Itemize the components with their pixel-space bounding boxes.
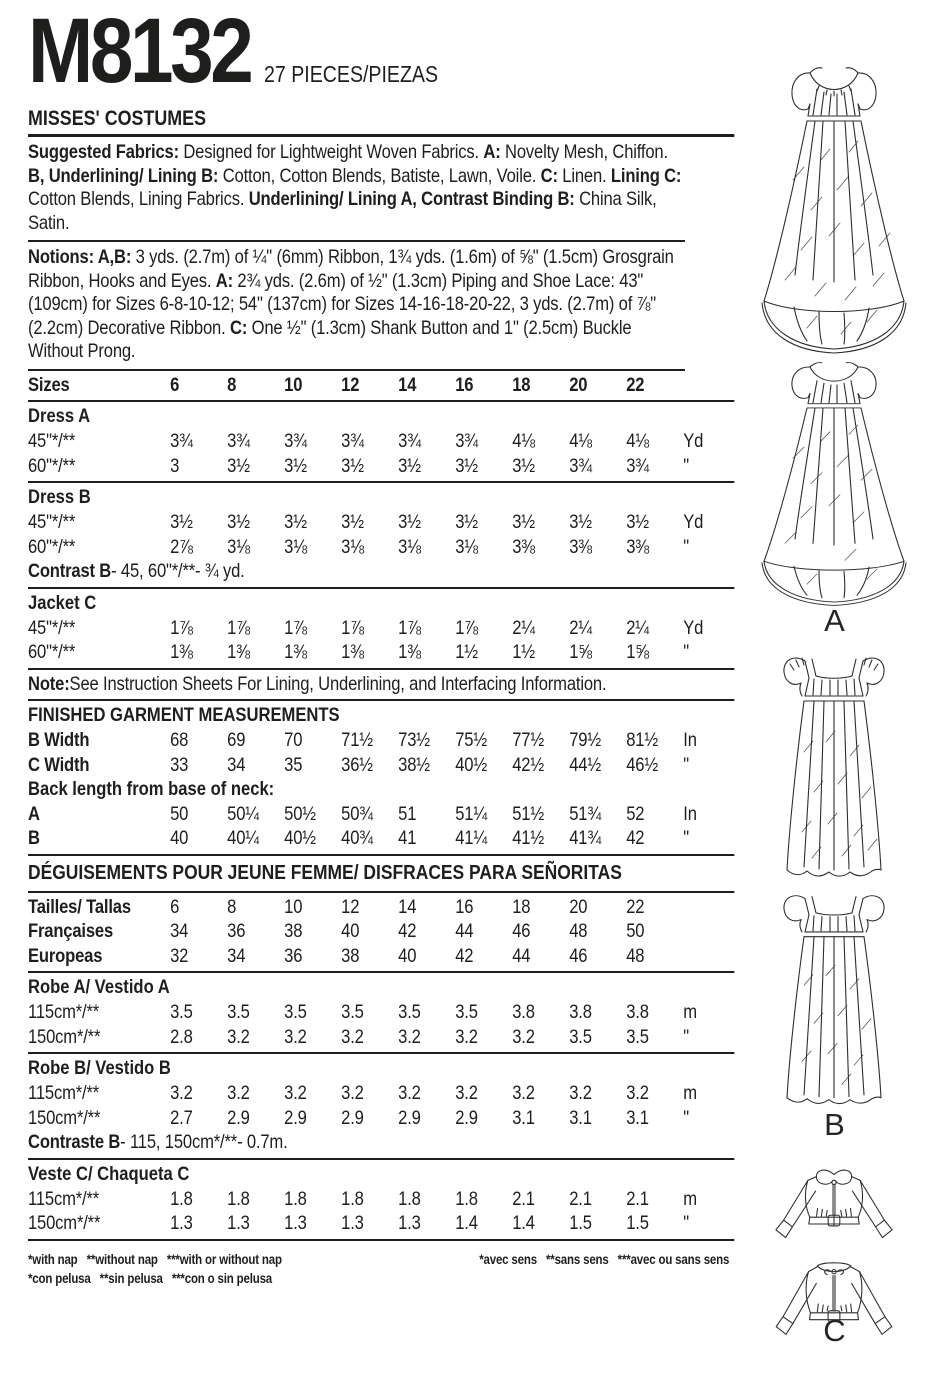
robe-a-section <box>28 973 734 1054</box>
pieces-count: 27 PIECES/PIEZAS <box>263 61 439 87</box>
row-label: 150cm*/** <box>28 1106 101 1129</box>
row-label: 45"*/** <box>28 430 76 452</box>
table-row <box>28 1106 734 1131</box>
table-row <box>28 802 734 827</box>
table-row <box>28 728 734 753</box>
row-values: 40 40¼ 40½ 40¾ 41 41¼ 41½ 41¾ 42 <box>170 827 645 849</box>
back-length-subhead: Back length from base of neck: <box>28 778 275 800</box>
row-label: Europeas <box>28 944 103 967</box>
row-values: 3.5 3.5 3.5 3.5 3.5 3.5 3.8 3.8 3.8 <box>170 1001 649 1023</box>
table-row <box>28 944 734 969</box>
row-values: 6 8 10 12 14 16 18 20 22 <box>170 895 645 918</box>
row-values: 50 50¼ 50½ 50¾ 51 51¼ 51½ 51¾ 52 <box>170 802 645 825</box>
row-values: 33 34 35 36½ 38½ 40½ 42½ 44½ 46½ <box>170 753 659 776</box>
table-row <box>28 753 734 778</box>
row-values: 32 34 36 38 40 42 44 46 48 <box>170 944 645 967</box>
row-unit: " <box>683 454 690 477</box>
row-values: 34 36 38 40 42 44 46 48 50 <box>170 920 645 942</box>
table-row <box>28 1211 734 1236</box>
finished-measurements-section <box>28 701 734 856</box>
table-row <box>28 616 734 641</box>
dress-b-section <box>28 483 734 589</box>
row-values: 3¾ 3¾ 3¾ 3¾ 3¾ 3¾ 4⅛ 4⅛ 4⅛ <box>170 430 649 452</box>
jacket-c-front-illustration <box>769 1162 899 1254</box>
row-label: 115cm*/** <box>28 1001 100 1023</box>
jacket-c-title: Jacket C <box>28 591 97 614</box>
row-unit: " <box>683 1106 690 1129</box>
row-values: 2.7 2.9 2.9 2.9 2.9 2.9 3.1 3.1 3.1 <box>170 1106 649 1129</box>
veste-c-section <box>28 1160 734 1241</box>
contrast-b-note: Contrast B - 45, 60"*/**- ¾ yd. <box>28 560 245 582</box>
row-label: 150cm*/** <box>28 1025 101 1048</box>
contraste-b-note: Contraste B - 115, 150cm*/**- 0.7m. <box>28 1131 288 1153</box>
row-unit: In <box>683 802 697 825</box>
intl-title: DÉGUISEMENTS POUR JEUNE FEMME/ DISFRACES PARA SEÑORITAS <box>28 860 622 884</box>
dress-b-front-illustration <box>774 652 894 885</box>
row-values: 2.8 3.2 3.2 3.2 3.2 3.2 3.2 3.5 3.5 <box>170 1025 649 1048</box>
table-row <box>28 919 734 944</box>
dress-a-section <box>28 402 734 483</box>
row-values: 68 69 70 71½ 73½ 75½ 77½ 79½ 81½ <box>170 729 659 751</box>
pattern-number: M8132 <box>28 0 251 103</box>
row-label: 115cm*/** <box>28 1082 100 1104</box>
row-unit: Yd <box>683 430 704 452</box>
category-title: MISSES' COSTUMES <box>28 106 734 137</box>
row-label: 60"*/** <box>28 454 76 477</box>
row-label: B Width <box>28 729 90 751</box>
footnote-french: *avec sens **sans sens ***avec ou sans sens <box>479 1251 730 1267</box>
dress-a-title: Dress A <box>28 405 91 427</box>
illustration-column <box>740 0 929 1376</box>
row-unit: m <box>683 1082 697 1104</box>
row-values: 3.2 3.2 3.2 3.2 3.2 3.2 3.2 3.2 3.2 <box>170 1082 649 1104</box>
note-section <box>28 670 734 702</box>
suggested-fabrics-paragraph: Suggested Fabrics: Designed for Lightweight Woven Fabrics. A: Novelty Mesh, Chiffon. B, Underlining/ Lining B: Cotton, Cotton Blends, Batiste, Lawn, Voile. C: Linen. Lining C: Cotton Blends, Lining Fabrics. Underlining/ Lining A, Contrast Binding B: China Silk, Satin. <box>28 137 685 242</box>
dress-a-back-illustration <box>749 356 919 608</box>
row-label: B <box>28 827 40 849</box>
row-values: 2⅞ 3⅛ 3⅛ 3⅛ 3⅛ 3⅛ 3⅜ 3⅜ 3⅜ <box>170 535 649 558</box>
row-values: 1.3 1.3 1.3 1.3 1.3 1.4 1.4 1.5 1.5 <box>170 1212 649 1234</box>
table-row <box>28 1000 734 1025</box>
row-values: 1⅞ 1⅞ 1⅞ 1⅞ 1⅞ 1⅞ 2¼ 2¼ 2¼ <box>170 616 649 639</box>
table-row <box>28 1187 734 1212</box>
robe-a-title: Robe A/ Vestido A <box>28 976 170 998</box>
row-values: 1.8 1.8 1.8 1.8 1.8 1.8 2.1 2.1 2.1 <box>170 1187 649 1210</box>
row-label: 45"*/** <box>28 616 76 639</box>
text-column <box>28 0 734 1288</box>
row-values: 1⅜ 1⅜ 1⅜ 1⅜ 1⅜ 1½ 1½ 1⅝ 1⅝ <box>170 641 649 663</box>
table-row <box>28 454 734 479</box>
sizes-label: Sizes <box>28 373 70 396</box>
row-label: Tailles/ Tallas <box>28 895 131 918</box>
table-row <box>28 1081 734 1106</box>
row-unit: Yd <box>683 616 704 639</box>
robe-b-title: Robe B/ Vestido B <box>28 1057 171 1079</box>
veste-c-title: Veste C/ Chaqueta C <box>28 1162 190 1185</box>
jacket-c-section <box>28 589 734 670</box>
row-unit: " <box>683 827 690 849</box>
intl-header-section <box>28 856 734 893</box>
dress-b-back-illustration <box>774 890 894 1112</box>
row-unit: " <box>683 1025 690 1048</box>
row-label: 60"*/** <box>28 535 76 558</box>
robe-b-section <box>28 1054 734 1160</box>
table-row <box>28 895 734 920</box>
intl-sizes-section <box>28 893 734 974</box>
sizes-values: 6 8 10 12 14 16 18 20 22 <box>170 373 645 396</box>
view-a-label: A <box>824 603 845 638</box>
row-unit: m <box>683 1187 697 1210</box>
table-row <box>28 640 734 665</box>
header <box>28 0 734 103</box>
row-unit: " <box>683 641 690 663</box>
footnotes-left <box>28 1250 282 1288</box>
row-unit: m <box>683 1001 697 1023</box>
row-label: 150cm*/** <box>28 1212 101 1234</box>
row-values: 3 3½ 3½ 3½ 3½ 3½ 3½ 3¾ 3¾ <box>170 454 649 477</box>
view-b-label: B <box>824 1107 845 1142</box>
row-unit: Yd <box>683 511 704 533</box>
row-label: 60"*/** <box>28 641 76 663</box>
row-unit: " <box>683 535 690 558</box>
table-row <box>28 1025 734 1050</box>
table-row <box>28 510 734 535</box>
row-label: C Width <box>28 753 90 776</box>
row-label: A <box>28 802 40 825</box>
dress-a-front-illustration <box>749 60 919 356</box>
footnote-spanish: *con pelusa **sin pelusa ***con o sin pelusa <box>28 1270 273 1286</box>
dress-b-title: Dress B <box>28 486 91 508</box>
sizes-header-row <box>28 373 734 398</box>
row-unit: " <box>683 1212 690 1234</box>
finished-measurements-title: FINISHED GARMENT MEASUREMENTS <box>28 704 340 726</box>
footnotes <box>28 1250 734 1288</box>
row-unit: " <box>683 753 690 776</box>
row-unit: In <box>683 729 697 751</box>
sizes-header-section <box>28 371 734 403</box>
notions-paragraph: Notions: A,B: 3 yds. (2.7m) of ¼" (6mm) Ribbon, 1¾ yds. (1.6m) of ⅝" (1.5cm) Grosgrain Ribbon, Hooks and Eyes. A: 2¾ yds. (2.6m) of ½" (1.3cm) Piping and Shoe Lace: 43" (109cm) for Sizes 6-8-10-12; 54" (137cm) for Sizes 14-16-18-20-22, 3 yds. (2.7m) of ⅞" (2.2cm) Decorative Ribbon. C: One ½" (1.3cm) Shank Button and 1" (2.5cm) Buckle Without Prong. <box>28 242 685 371</box>
table-row <box>28 826 734 851</box>
row-values: 3½ 3½ 3½ 3½ 3½ 3½ 3½ 3½ 3½ <box>170 511 649 533</box>
row-label: 115cm*/** <box>28 1187 100 1210</box>
table-row <box>28 429 734 454</box>
footnote-english: *with nap **without nap ***with or without nap <box>28 1251 282 1267</box>
lining-note: Note: See Instruction Sheets For Lining, Underlining, and Interfacing Information. <box>28 672 607 695</box>
view-c-label: C <box>823 1313 846 1348</box>
row-label: 45"*/** <box>28 511 76 533</box>
row-label: Françaises <box>28 920 114 942</box>
table-row <box>28 535 734 560</box>
